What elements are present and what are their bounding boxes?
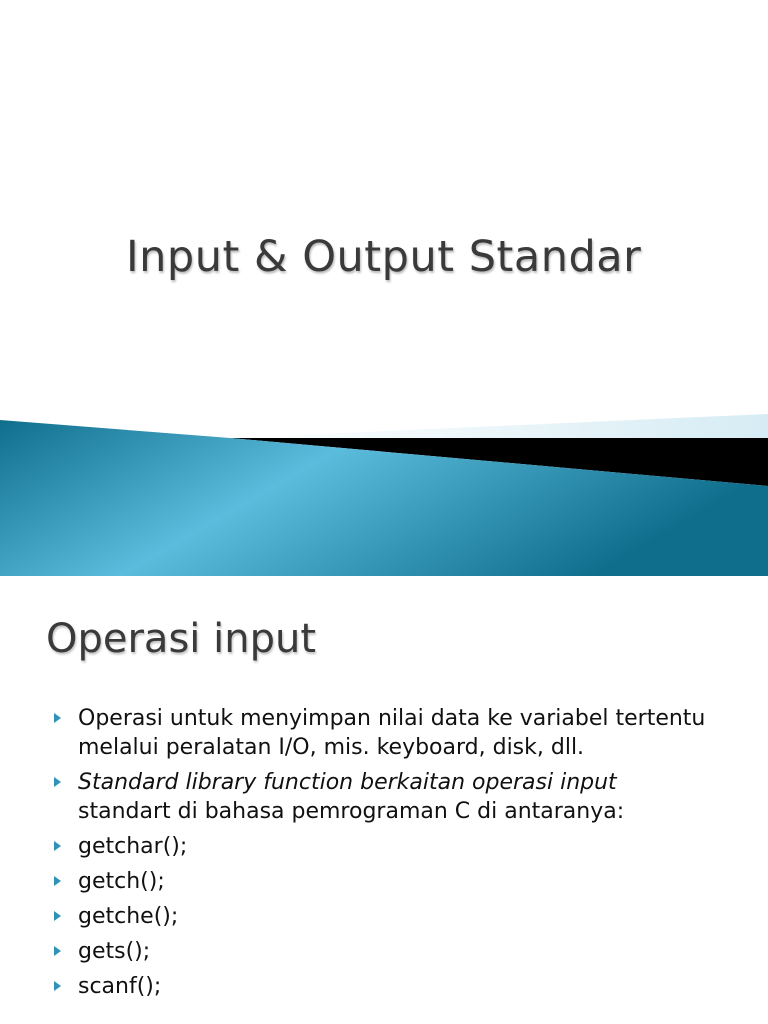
triangle-right-icon (54, 777, 61, 787)
list-item (52, 972, 732, 1001)
triangle-right-icon (54, 911, 61, 921)
bullet-text: gets(); (78, 939, 151, 964)
list-item (52, 704, 732, 762)
triangle-right-icon (54, 841, 61, 851)
bullet-list (52, 704, 732, 1007)
slide-title: Input & Output Standar (126, 232, 642, 282)
list-item (52, 832, 732, 861)
list-item (52, 902, 732, 931)
bullet-text: getchar(); (78, 834, 188, 859)
bullet-text: standart di bahasa pemrograman C di antaranya: (78, 799, 625, 824)
bullet-text: Operasi untuk menyimpan nilai data ke variabel tertentu melalui peralatan I/O, mis. keyboard, disk, dll. (78, 706, 706, 760)
triangle-right-icon (54, 876, 61, 886)
triangle-right-icon (54, 946, 61, 956)
list-item (52, 768, 732, 826)
section-title: Operasi input (46, 616, 316, 662)
triangle-right-icon (54, 981, 61, 991)
bullet-italic-text: Standard library function berkaitan operasi input (78, 770, 617, 795)
decorative-wave-banner (0, 400, 768, 576)
bullet-text: scanf(); (78, 974, 162, 999)
list-item (52, 937, 732, 966)
bullet-text: getche(); (78, 904, 179, 929)
triangle-right-icon (54, 713, 61, 723)
list-item (52, 867, 732, 896)
content-slide (0, 576, 768, 1024)
bullet-text: getch(); (78, 869, 165, 894)
